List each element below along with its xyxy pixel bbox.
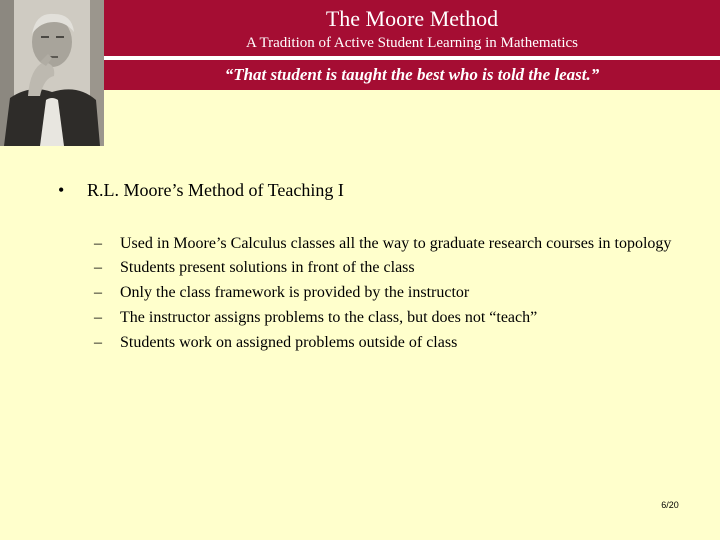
dash-marker: – bbox=[94, 309, 102, 326]
moore-quote: “That student is taught the best who is told the least.” bbox=[224, 65, 600, 84]
dash-marker: – bbox=[94, 334, 102, 351]
moore-portrait-image bbox=[0, 0, 104, 146]
dash-marker: – bbox=[94, 259, 102, 276]
list-item bbox=[94, 232, 694, 255]
list-item-text: Used in Moore’s Calculus classes all the way to graduate research courses in topology bbox=[120, 235, 672, 252]
list-item bbox=[94, 255, 694, 280]
list-item-text: Students present solutions in front of the class bbox=[120, 259, 415, 276]
list-item-text: Students work on assigned problems outside of class bbox=[120, 334, 458, 351]
slide-title: The Moore Method bbox=[325, 6, 499, 31]
slide-subtitle: A Tradition of Active Student Learning in Mathematics bbox=[245, 35, 579, 51]
page-number: 6/20 bbox=[661, 500, 679, 510]
dash-marker: – bbox=[94, 284, 102, 301]
dash-marker: – bbox=[94, 235, 102, 252]
list-item bbox=[94, 280, 694, 305]
main-bullet bbox=[58, 178, 344, 202]
list-item bbox=[94, 330, 694, 355]
list-item bbox=[94, 305, 694, 330]
sub-bullet-list bbox=[94, 232, 694, 355]
list-item-text: The instructor assigns problems to the class, but does not “teach” bbox=[120, 309, 538, 326]
list-item-text: Only the class framework is provided by the instructor bbox=[120, 284, 470, 301]
bullet-marker: • bbox=[58, 180, 65, 200]
main-bullet-text: R.L. Moore’s Method of Teaching I bbox=[87, 180, 344, 200]
